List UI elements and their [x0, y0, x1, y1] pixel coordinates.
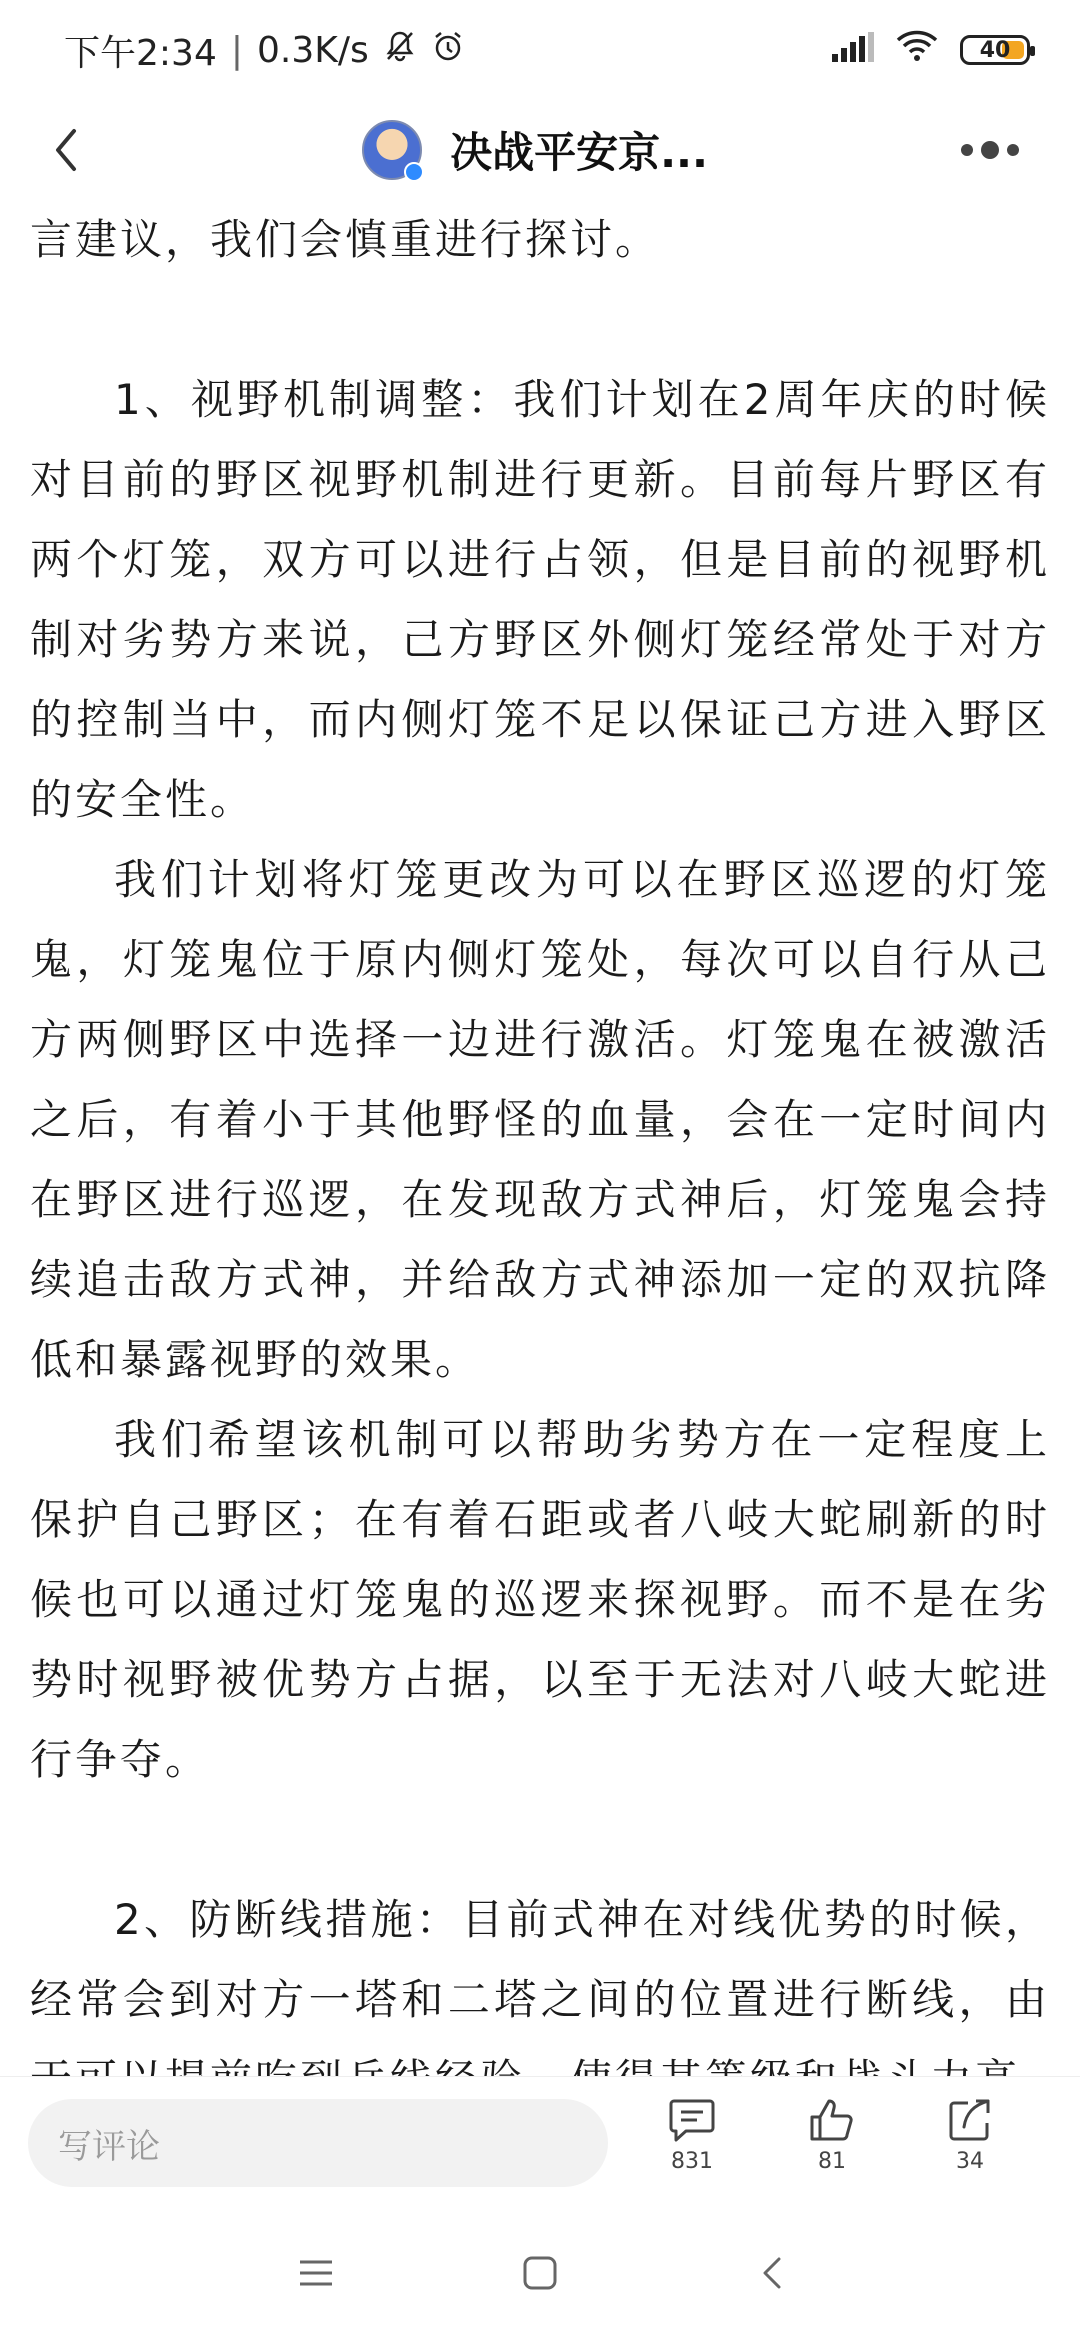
verified-badge-icon — [404, 162, 424, 182]
back-triangle-icon — [757, 2255, 787, 2291]
status-bar — [0, 0, 1080, 100]
nav-home-button[interactable] — [510, 2243, 570, 2303]
article-paragraph: 我们计划将灯笼更改为可以在野区巡逻的灯笼鬼，灯笼鬼位于原内侧灯笼处，每次可以自行从己方两侧野区中选择一边进行激活。灯笼鬼在被激活之后，有着小于其他野怪的血量，会在一定时间内在野区进行巡逻，在发现敌方式神后，灯笼鬼会持续追击敌方式神，并给敌方式神添加一定的双抗降低和暴露视野的效果。 — [30, 855, 1050, 1384]
shares-count: 34 — [956, 2149, 984, 2174]
like-button[interactable] — [782, 2097, 882, 2197]
nav-menu-button[interactable] — [286, 2243, 346, 2303]
status-separator: | — [230, 29, 243, 71]
battery-icon — [960, 35, 1030, 65]
home-square-icon — [522, 2255, 558, 2291]
header-title-group[interactable] — [362, 120, 708, 180]
menu-icon — [298, 2257, 334, 2289]
article-blank-line — [30, 1800, 1050, 1880]
system-nav-bar — [0, 2206, 1080, 2340]
app-header — [0, 100, 1080, 200]
page-title: 决战平安京... — [450, 128, 708, 177]
article-paragraph: 我们希望该机制可以帮助劣势方在一定程度上保护自己野区；在有着石距或者八岐大蛇刷新的时候也可以通过灯笼鬼的巡逻来探视野。而不是在劣势时视野被优势方占据，以至于无法对八岐大蛇进行争夺。 — [30, 1415, 1050, 1784]
article-paragraph: 言建议，我们会慎重进行探讨。 — [30, 215, 661, 264]
more-button[interactable] — [940, 130, 1040, 170]
action-bar — [0, 2076, 1080, 2207]
chevron-left-icon — [46, 125, 86, 175]
mute-bell-icon — [383, 29, 417, 72]
avatar[interactable] — [362, 120, 422, 180]
alarm-icon — [431, 29, 465, 72]
share-button[interactable] — [920, 2097, 1020, 2197]
signal-icon — [830, 30, 874, 71]
article-body — [30, 200, 1050, 2076]
more-dots-icon — [961, 144, 973, 156]
article-blank-line — [30, 280, 1050, 360]
comment-placeholder: 写评论 — [58, 2126, 160, 2167]
more-dots-icon-right — [1007, 144, 1019, 156]
comment-input[interactable] — [28, 2099, 608, 2187]
more-dots-icon-center — [981, 141, 999, 159]
comments-count: 831 — [671, 2149, 713, 2174]
status-time: 下午2:34 — [64, 32, 217, 74]
status-network-speed: 0.3K/s — [256, 29, 369, 71]
nav-back-button[interactable] — [742, 2243, 802, 2303]
back-button[interactable] — [36, 120, 96, 180]
status-left — [64, 25, 465, 76]
battery-level: 40 — [979, 37, 1011, 63]
likes-count: 81 — [818, 2149, 846, 2174]
article-paragraph: 2、防断线措施：目前式神在对线优势的时候，经常会到对方一塔和二塔之间的位置进行断线，由 — [30, 1895, 1050, 2024]
article-paragraph: 1、视野机制调整：我们计划在2周年庆的时候对目前的野区视野机制进行更新。目前每片野区有两个灯笼，双方可以进行占领，但是目前的视野机制对劣势方来说，己方野区外侧灯笼经常处于对方的控制当中，而内侧灯笼不足以保证己方进入野区的安全性。 — [30, 375, 1050, 824]
status-right — [830, 30, 1030, 71]
comment-icon — [668, 2097, 716, 2143]
wifi-icon — [896, 30, 938, 71]
thumbs-up-icon — [808, 2097, 856, 2143]
share-icon — [946, 2097, 994, 2143]
comments-button[interactable] — [642, 2097, 742, 2197]
